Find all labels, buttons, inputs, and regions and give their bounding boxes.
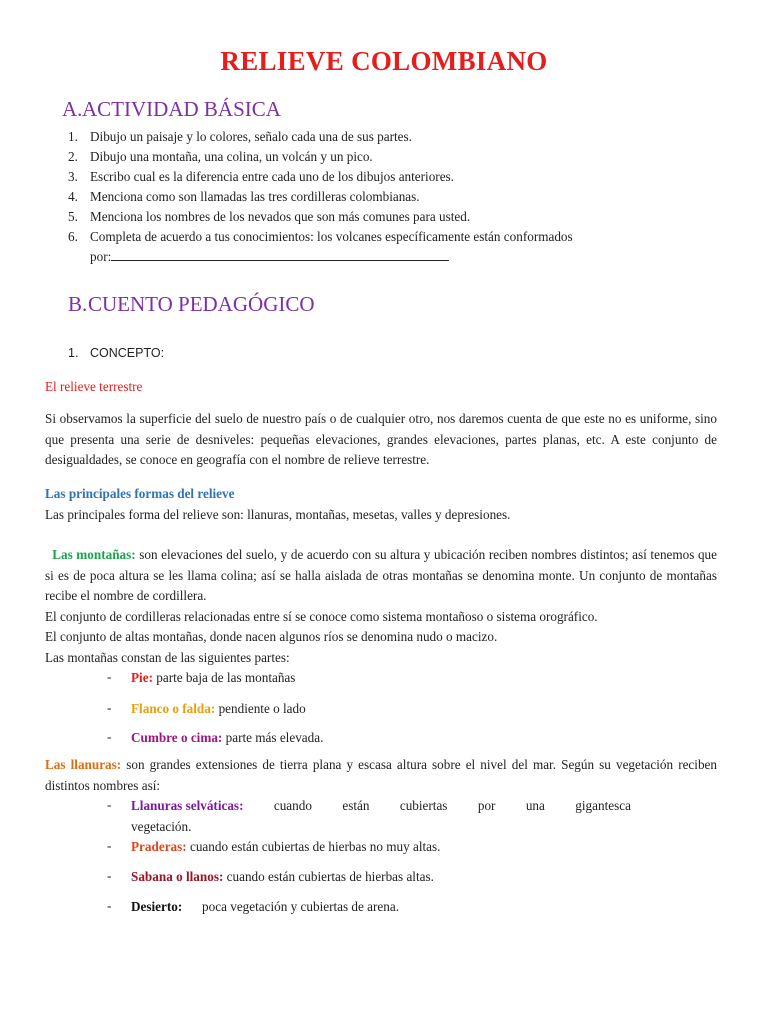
section-b-label: CUENTO PEDAGÓGICO bbox=[88, 292, 315, 316]
section-a-heading bbox=[62, 97, 281, 122]
section-a-label: ACTIVIDAD BÁSICA bbox=[82, 97, 281, 121]
type-sabana: Sabana o llanos: cuando están cubiertas de hierbas altas. bbox=[131, 869, 434, 884]
list-item: 2. Dibujo una montaña, una colina, un volcán y un pico. bbox=[68, 149, 373, 164]
bullet-dash: - bbox=[107, 700, 112, 715]
part-pie: Pie: parte baja de las montañas bbox=[131, 670, 296, 685]
relieve-paragraph: Si observamos la superficie del suelo de nuestro país o de cualquier otro, nos daremos cuenta de que este no es uniforme, sino que presenta una serie de desniveles: pequeñas elevaciones, grandes elevaciones, partes planas, etc. A este conjunto de desigualdades, se conoce en geografía con el nombre de relieve terrestre. bbox=[45, 411, 717, 467]
relieve-heading: El relieve terrestre bbox=[45, 379, 143, 394]
bullet-dash: - bbox=[107, 797, 112, 812]
list-item-continuation: por: bbox=[68, 247, 708, 267]
list-item: 1. Dibujo un paisaje y lo colores, señalo cada una de sus partes. bbox=[68, 129, 412, 144]
section-a-number: A. bbox=[62, 97, 83, 121]
llanuras-paragraph: Las llanuras: son grandes extensiones de tierra plana y escasa altura sobre el nivel del mar. Según su vegetación reciben distintos nombres así: bbox=[45, 757, 717, 793]
list-item: 5. Menciona los nombres de los nevados que son más comunes para usted. bbox=[68, 209, 471, 224]
formas-paragraph: Las principales forma del relieve son: llanuras, montañas, mesetas, valles y depresiones. bbox=[45, 507, 511, 522]
montanas-line-3: El conjunto de altas montañas, donde nacen algunos ríos se denomina nudo o macizo. bbox=[45, 629, 498, 644]
concept-list bbox=[68, 343, 708, 363]
montanas-paragraph: Las montañas: son elevaciones del suelo, y de acuerdo con su altura y ubicación reciben nombres distintos; así tenemos que si es de poca altura se les llama colina; así se halla aislada de otras montañas se denomina monte. Un conjunto de montañas recibe el nombre de cordillera. bbox=[45, 547, 718, 603]
list-item: 4. Menciona como son llamadas las tres cordilleras colombianas. bbox=[68, 189, 420, 204]
list-item: 6. Completa de acuerdo a tus conocimientos: los volcanes específicamente están conformados bbox=[68, 229, 573, 244]
montanas-label: Las montañas: bbox=[52, 547, 136, 562]
type-praderas: Praderas: cuando están cubiertas de hierbas no muy altas. bbox=[131, 839, 441, 854]
montanas-line-2: El conjunto de cordilleras relacionadas entre sí se conoce como sistema montañoso o sistema orográfico. bbox=[45, 609, 598, 624]
montanas-line-4: Las montañas constan de las siguientes partes: bbox=[45, 650, 290, 665]
llanuras-label: Las llanuras: bbox=[45, 757, 122, 772]
bullet-dash: - bbox=[107, 868, 112, 883]
list-item: 1. CONCEPTO: bbox=[68, 346, 165, 360]
section-b-heading bbox=[68, 292, 315, 317]
answer-blank-line bbox=[111, 248, 449, 261]
bullet-dash: - bbox=[107, 838, 112, 853]
section-b-number: B. bbox=[68, 292, 88, 316]
type-llanuras-selvaticas: Llanuras selváticas: cuando están cubiertas por una gigantesca vegetación. bbox=[131, 798, 631, 834]
part-cumbre: Cumbre o cima: parte más elevada. bbox=[131, 730, 324, 745]
bullet-dash: - bbox=[107, 669, 112, 684]
type-desierto: Desierto: poca vegetación y cubiertas de arena. bbox=[131, 899, 400, 914]
page-title: RELIEVE COLOMBIANO bbox=[220, 46, 548, 76]
formas-heading: Las principales formas del relieve bbox=[45, 486, 235, 501]
bullet-dash: - bbox=[107, 729, 112, 744]
activity-list bbox=[68, 127, 708, 267]
list-item: 3. Escribo cual es la diferencia entre cada uno de los dibujos anteriores. bbox=[68, 169, 454, 184]
bullet-dash: - bbox=[107, 898, 112, 913]
part-flanco: Flanco o falda: pendiente o lado bbox=[131, 701, 306, 716]
